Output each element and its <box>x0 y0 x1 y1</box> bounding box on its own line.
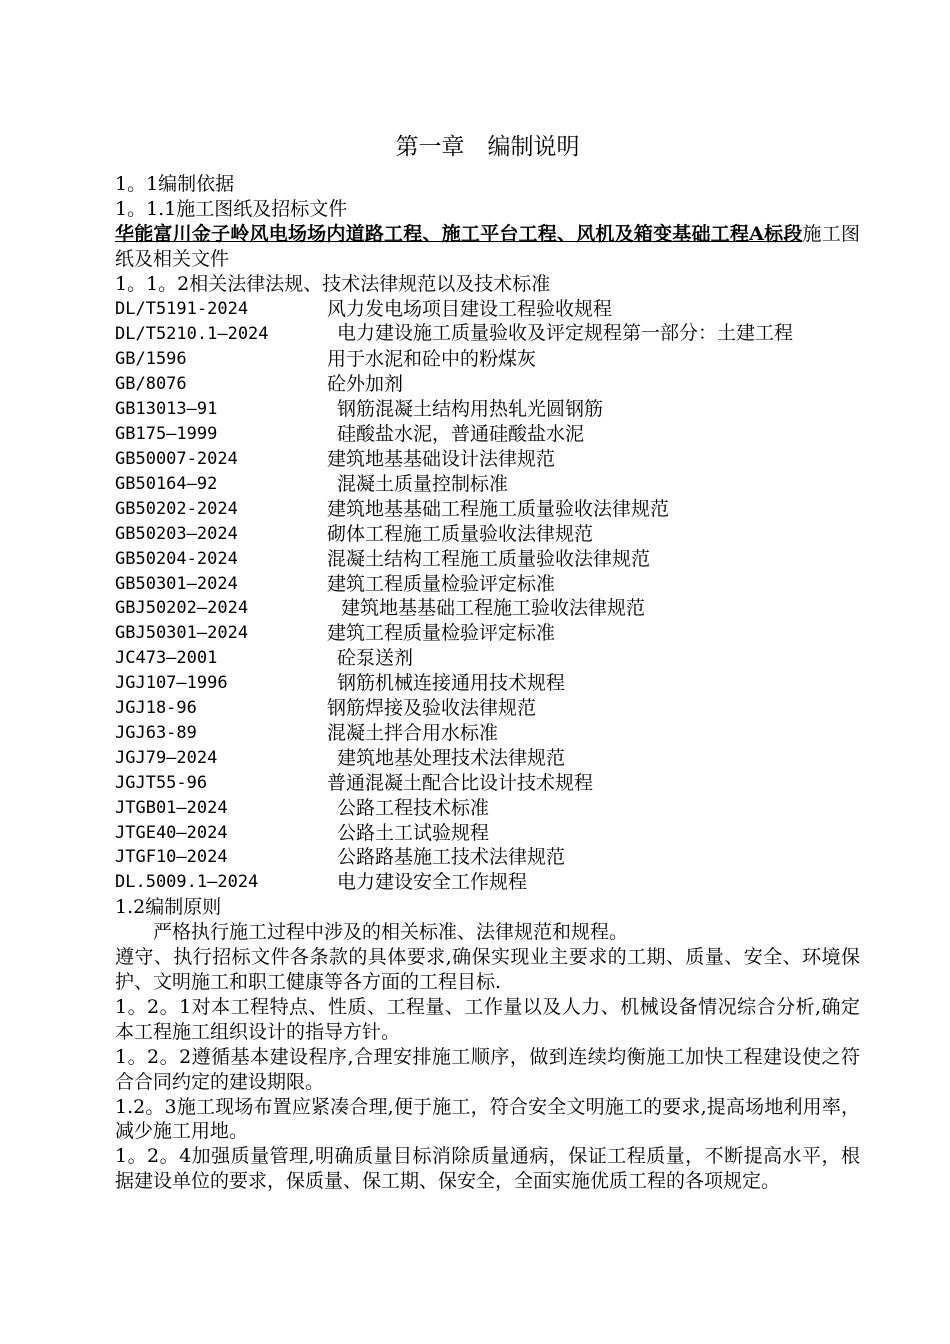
standard-code: GB13013—91 <box>115 399 218 420</box>
standard-name: 钢筋焊接及验收法律规范 <box>327 697 537 720</box>
standard-code: JTGF10—2024 <box>115 847 228 868</box>
standard-code: GBJ50301—2024 <box>115 623 249 644</box>
standard-code: GB50164—92 <box>115 473 218 494</box>
standard-name: 砼泵送剂 <box>337 647 414 670</box>
principle-paragraph: 1。2。1对本工程特点、性质、工程量、工作量以及人力、机械设备情况综合分析,确定本工程施工组织设计的指导方针。 <box>115 995 860 1043</box>
standard-code: GB175—1999 <box>115 424 218 445</box>
standard-name: 硅酸盐水泥，普通硅酸盐水泥 <box>337 423 585 446</box>
standard-name: 建筑地基基础设计法律规范 <box>327 447 556 470</box>
standard-code: DL/T5191-2024 <box>115 298 249 319</box>
standard-code: JGJ79—2024 <box>115 747 218 768</box>
standard-row <box>115 522 860 547</box>
document-page <box>115 130 860 1194</box>
standard-code: GB50007-2024 <box>115 448 238 469</box>
standard-row <box>115 572 860 597</box>
standard-name: 公路路基施工技术法律规范 <box>337 846 566 869</box>
standard-name: 建筑地基基础工程施工质量验收法律规范 <box>327 497 670 520</box>
standard-row <box>115 671 860 696</box>
standard-name: 钢筋混凝土结构用热轧光圆钢筋 <box>337 398 604 421</box>
standard-row <box>115 422 860 447</box>
standard-row <box>115 621 860 646</box>
standard-code: JGJ18-96 <box>115 698 197 719</box>
standard-code: JGJ107—1996 <box>115 673 228 694</box>
standard-row <box>115 347 860 372</box>
standard-code: DL.5009.1—2024 <box>115 872 259 893</box>
standard-code: GB/1596 <box>115 349 187 370</box>
standard-name: 建筑地基处理技术法律规范 <box>337 746 566 769</box>
standard-code: GB50301—2024 <box>115 573 238 594</box>
standard-row <box>115 547 860 572</box>
principle-paragraph: 遵守、执行招标文件各条款的具体要求,确保实现业主要求的工期、质量、安全、环境保护、文明施工和职工健康等各方面的工程目标. <box>115 946 860 993</box>
standard-name: 公路土工试验规程 <box>337 821 490 844</box>
standard-code: JTGE40—2024 <box>115 822 228 843</box>
standard-name: 钢筋机械连接通用技术规程 <box>337 672 566 695</box>
standard-code: GB50203—2024 <box>115 523 238 544</box>
principles-heading: 1.2编制原则 <box>115 896 222 919</box>
standard-row <box>115 771 860 796</box>
standard-name: 公路工程技术标准 <box>337 796 490 819</box>
standard-row <box>115 372 860 397</box>
standard-row <box>115 497 860 522</box>
standard-row <box>115 447 860 472</box>
project-name-paragraph <box>115 222 860 272</box>
standard-name: 建筑工程质量检验评定标准 <box>327 622 556 645</box>
standard-row <box>115 297 860 322</box>
standard-row <box>115 321 860 347</box>
standard-row <box>115 796 860 821</box>
drawings-heading: 1。1.1施工图纸及招标文件 <box>115 197 348 220</box>
project-name-rest: 施工图纸及相关文件 <box>115 222 860 270</box>
standard-code: GB50202-2024 <box>115 498 238 519</box>
standard-name: 混凝土拌合用水标准 <box>327 721 499 744</box>
laws-heading: 1。1。2相关法律法规、技术法律规范以及技术标准 <box>115 272 551 295</box>
standard-code: DL/T5210.1—2024 <box>115 324 269 345</box>
principle-paragraph: 1。2。4加强质量管理,明确质量目标消除质量通病，保证工程质量，不断提高水平，根据建设单位的要求，保质量、保工期、保安全，全面实施优质工程的各项规定。 <box>115 1145 860 1193</box>
standard-code: JGJ63-89 <box>115 722 197 743</box>
standard-name: 风力发电场项目建设工程验收规程 <box>327 297 613 320</box>
standard-name: 混凝土结构工程施工质量验收法律规范 <box>327 547 651 570</box>
principle-paragraph: 1.2。3施工现场布置应紧凑合理,便于施工，符合安全文明施工的要求,提高场地利用率，减少施工用地。 <box>115 1095 860 1143</box>
chapter-title: 第一章 编制说明 <box>395 134 580 160</box>
standard-name: 电力建设施工质量验收及评定规程第一部分：土建工程 <box>337 322 794 345</box>
standard-name: 电力建设安全工作规程 <box>337 871 528 894</box>
basis-heading: 1。1编制依据 <box>115 173 235 195</box>
standard-code: GB/8076 <box>115 374 187 395</box>
standard-name: 建筑地基基础工程施工验收法律规范 <box>341 597 646 620</box>
standards-list <box>115 297 860 896</box>
standard-name: 普通混凝土配合比设计技术规程 <box>327 771 594 794</box>
principle-intro: 严格执行施工过程中涉及的相关标准、法律规范和规程。 <box>153 921 629 944</box>
standard-row <box>115 746 860 771</box>
principle-paragraph: 1。2。2遵循基本建设程序,合理安排施工顺序，做到连续均衡施工加快工程建设使之符合合同约定的建设期限。 <box>115 1045 860 1093</box>
standard-row <box>115 646 860 671</box>
standard-name: 砌体工程施工质量验收法律规范 <box>327 522 594 545</box>
standard-row <box>115 596 860 621</box>
standard-name: 混凝土质量控制标准 <box>337 472 509 495</box>
standard-row <box>115 870 860 895</box>
standard-name: 建筑工程质量检验评定标准 <box>327 572 556 595</box>
standard-row <box>115 397 860 422</box>
standard-row <box>115 821 860 846</box>
standard-code: GBJ50202—2024 <box>115 598 249 619</box>
standard-row <box>115 845 860 870</box>
standard-row <box>115 696 860 721</box>
standard-code: GB50204-2024 <box>115 548 238 569</box>
standard-code: JC473—2001 <box>115 648 218 669</box>
standard-name: 用于水泥和砼中的粉煤灰 <box>327 348 537 371</box>
project-name-bold: 华能富川金子岭风电场场内道路工程、施工平台工程、风机及箱变基础工程A标段 <box>115 222 803 245</box>
standard-code: JTGB01—2024 <box>115 797 228 818</box>
standard-name: 砼外加剂 <box>327 373 404 396</box>
standard-code: JGJT55-96 <box>115 772 208 793</box>
standard-row <box>115 721 860 746</box>
standard-row <box>115 472 860 497</box>
